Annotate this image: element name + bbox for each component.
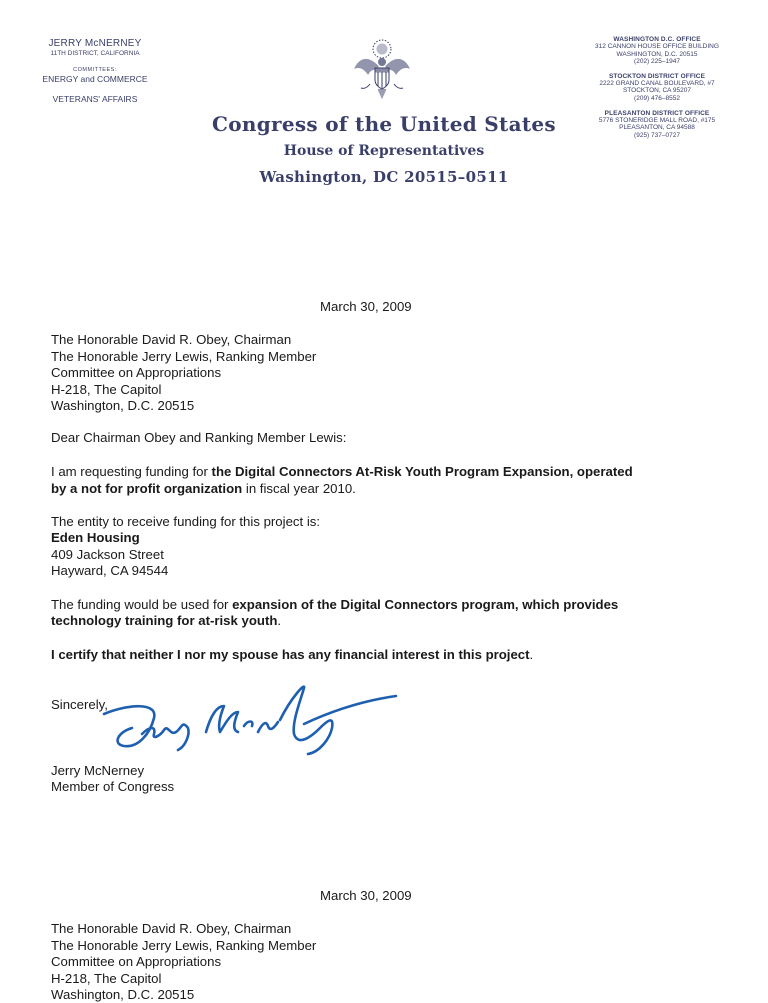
request-suffix: in fiscal year 2010. [242, 481, 356, 496]
letter2-addressee-line-2: The Honorable Jerry Lewis, Ranking Member [51, 938, 317, 953]
office-line: (209) 476–8552 [634, 94, 680, 102]
office-line: (202) 225–1947 [634, 58, 680, 66]
use-line-1 [51, 596, 618, 613]
committee-veterans: VETERANS' AFFAIRS [52, 94, 138, 104]
office-heading: WASHINGTON D.C. OFFICE [613, 36, 701, 43]
member-name: JERRY McNERNEY [48, 38, 142, 49]
certification-bold: I certify that neither I nor my spouse has any financial interest in this project [51, 647, 530, 662]
use-prefix: The funding would be used for [51, 597, 233, 612]
letter2-date: March 30, 2009 [320, 888, 412, 903]
signer-name: Jerry McNerney [51, 763, 145, 778]
addressee-line-3: Committee on Appropriations [51, 365, 222, 380]
office-line: 312 CANNON HOUSE OFFICE BUILDING [595, 43, 719, 50]
office-line: 5776 STONERIDGE MALL ROAD, #175 [598, 116, 716, 124]
signer-title: Member of Congress [51, 779, 175, 794]
letterhead-left [20, 38, 170, 104]
letter2-addressee-line-1: The Honorable David R. Obey, Chairman [51, 921, 292, 936]
office-block-stockton [572, 73, 742, 103]
entity-city: Hayward, CA 94544 [51, 563, 169, 578]
office-heading: STOCKTON DISTRICT OFFICE [608, 72, 706, 80]
office-line: (925) 737–0727 [634, 131, 680, 139]
letterhead-subtitle: House of Representatives [283, 143, 485, 159]
letter-date: March 30, 2009 [320, 299, 412, 314]
closing: Sincerely, [51, 697, 108, 712]
letterhead-right [572, 36, 742, 146]
letter2-addressee-line-4: H-218, The Capitol [51, 971, 162, 986]
use-suffix: . [277, 613, 282, 628]
entity-street: 409 Jackson Street [51, 547, 164, 562]
entity-name: Eden Housing [51, 530, 140, 545]
committee-energy: ENERGY and COMMERCE [42, 74, 148, 84]
office-block-washington [572, 36, 742, 66]
use-bold-1: expansion of the Digital Connectors program, which provides [232, 597, 619, 612]
addressee-line-2: The Honorable Jerry Lewis, Ranking Member [51, 349, 317, 364]
request-line-2 [51, 480, 356, 497]
certification-suffix: . [529, 647, 534, 662]
use-line-2 [51, 612, 281, 629]
request-operator-bold: by a not for profit organization [51, 481, 243, 496]
certification [51, 646, 533, 663]
request-project-bold: the Digital Connectors At-Risk Youth Program Expansion, operated [211, 464, 633, 479]
request-line-1 [51, 463, 633, 480]
office-heading: PLEASANTON DISTRICT OFFICE [604, 109, 710, 117]
signature [98, 676, 398, 776]
entity-intro: The entity to receive funding for this project is: [51, 514, 321, 529]
letter2-addressee-line-3: Committee on Appropriations [51, 954, 222, 969]
letterhead-title: Congress of the United States [212, 112, 556, 136]
eagle-seal-icon [352, 36, 412, 102]
office-line: PLEASANTON, CA 94588 [619, 124, 695, 132]
committees-label: COMMITTEES: [73, 67, 117, 73]
member-district: 11TH DISTRICT, CALIFORNIA [50, 50, 140, 57]
office-block-pleasanton [572, 110, 742, 140]
addressee-line-1: The Honorable David R. Obey, Chairman [51, 332, 292, 347]
addressee-line-5: Washington, D.C. 20515 [51, 398, 195, 413]
office-line: WASHINGTON, D.C. 20515 [616, 50, 698, 58]
request-prefix: I am requesting funding for [51, 464, 212, 479]
office-line: 2222 GRAND CANAL BOULEVARD, #7 [599, 79, 715, 87]
salutation: Dear Chairman Obey and Ranking Member Lewis: [51, 430, 347, 445]
letterhead-address: Washington, DC 20515–0511 [259, 168, 509, 186]
letter2-addressee-line-5: Washington, D.C. 20515 [51, 987, 195, 1002]
office-line: STOCKTON, CA 95207 [622, 87, 692, 95]
addressee-line-4: H-218, The Capitol [51, 382, 162, 397]
use-bold-2: technology training for at-risk youth [51, 613, 278, 628]
